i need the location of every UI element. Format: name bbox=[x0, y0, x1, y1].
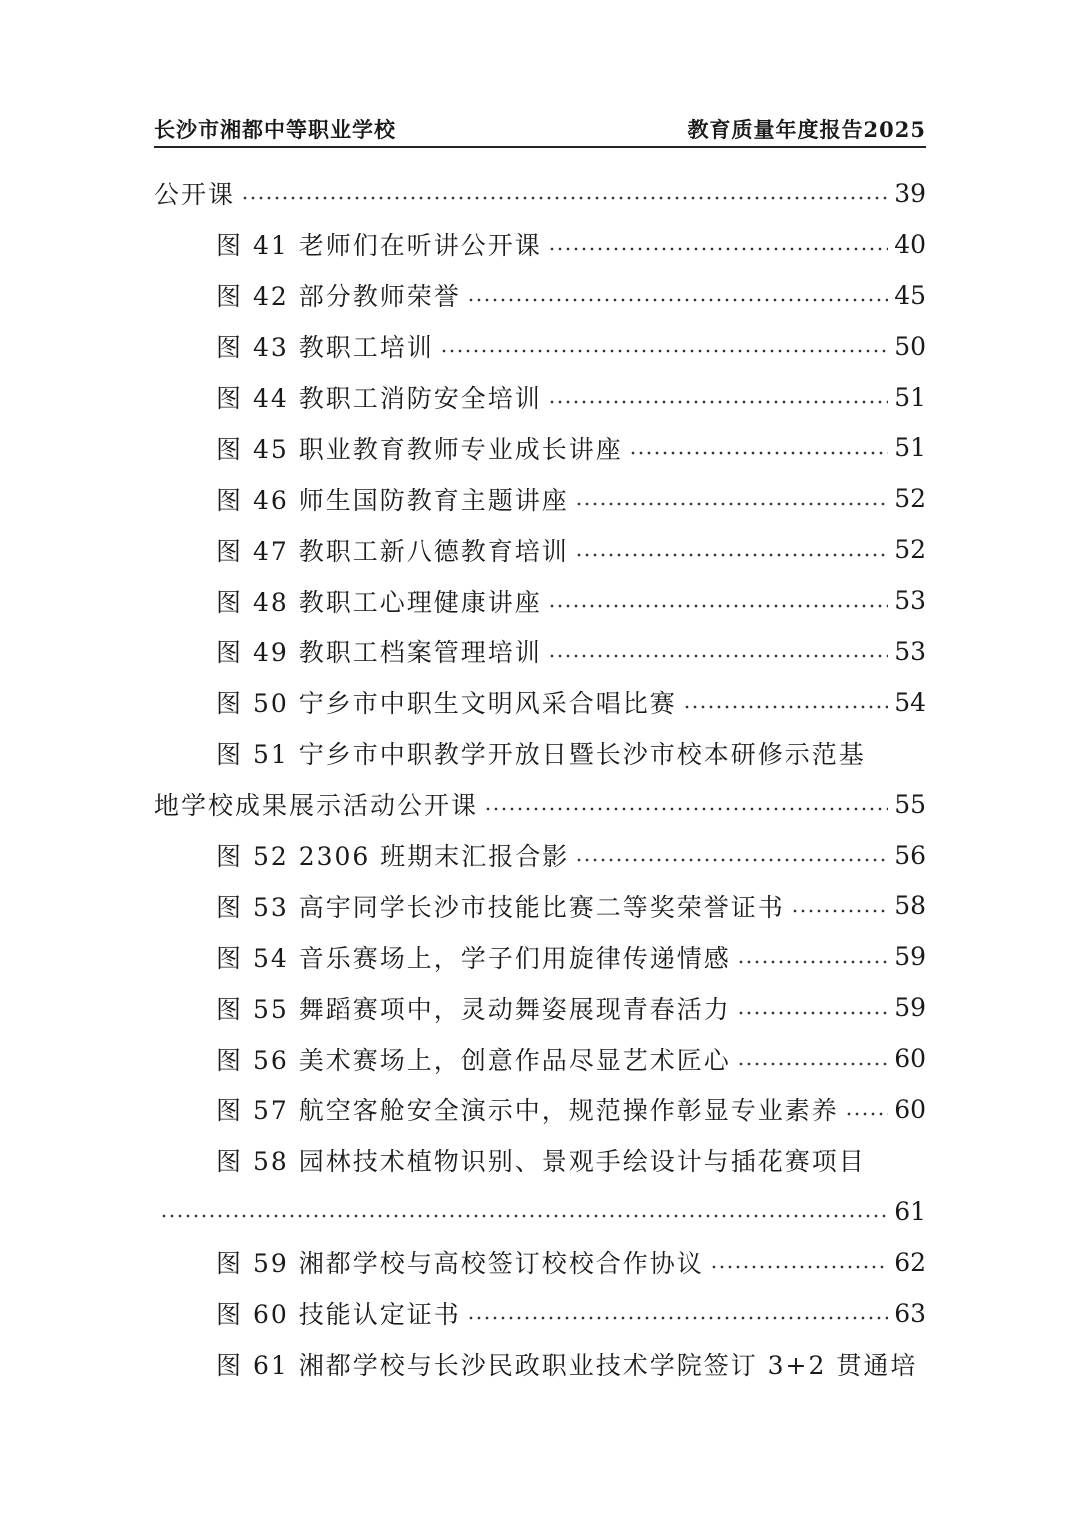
dot-leader bbox=[548, 654, 888, 658]
toc-entry-label: 图 54 音乐赛场上，学子们用旋律传递情感 bbox=[216, 943, 731, 973]
toc-entry-page-number: 60 bbox=[894, 1044, 926, 1074]
toc-entry bbox=[154, 677, 926, 728]
dot-leader bbox=[484, 807, 888, 811]
toc-entry bbox=[154, 575, 926, 626]
toc-entry bbox=[154, 1338, 926, 1389]
toc-entry-label: 图 51 宁乡市中职教学开放日暨长沙市校本研修示范基 bbox=[216, 740, 866, 770]
dot-leader bbox=[160, 1214, 888, 1218]
toc-entry-label: 图 41 老师们在听讲公开课 bbox=[216, 231, 542, 261]
toc-entry-page-number: 59 bbox=[894, 993, 926, 1023]
toc-entry-label: 图 43 教职工培训 bbox=[216, 333, 434, 363]
toc-entry bbox=[154, 1084, 926, 1135]
toc-entry-page-number: 58 bbox=[894, 891, 926, 921]
toc-entry-page-number: 62 bbox=[894, 1247, 926, 1277]
toc-entry-label: 图 58 园林技术植物识别、景观手绘设计与插花赛项目 bbox=[216, 1147, 866, 1177]
toc-entry-page-number: 59 bbox=[894, 942, 926, 972]
toc-entry bbox=[154, 728, 926, 779]
toc-entry-label: 图 42 部分教师荣誉 bbox=[216, 282, 461, 312]
toc-entry bbox=[154, 982, 926, 1033]
toc-entry-label: 图 49 教职工档案管理培训 bbox=[216, 638, 542, 668]
toc-entry bbox=[154, 524, 926, 575]
toc-entry bbox=[154, 372, 926, 423]
toc-entry-label: 图 53 高宇同学长沙市技能比赛二等奖荣誉证书 bbox=[216, 892, 785, 922]
toc-entry-page-number: 39 bbox=[894, 178, 926, 208]
toc-entry-page-number: 54 bbox=[894, 687, 926, 717]
dot-leader bbox=[737, 1011, 888, 1015]
toc-entry bbox=[154, 321, 926, 372]
header-report-title: 教育质量年度报告2025 bbox=[687, 117, 926, 142]
toc-entry bbox=[154, 473, 926, 524]
toc-entry bbox=[154, 422, 926, 473]
toc-entry bbox=[154, 1288, 926, 1339]
toc-entry-page-number: 50 bbox=[894, 331, 926, 361]
toc-entry-page-number: 60 bbox=[894, 1094, 926, 1124]
dot-leader bbox=[440, 349, 888, 353]
dot-leader bbox=[845, 1112, 888, 1116]
toc-entry-page-number: 61 bbox=[894, 1196, 926, 1226]
toc-entry-page-number: 55 bbox=[894, 789, 926, 819]
dot-leader bbox=[575, 553, 888, 557]
toc-entry-label: 公开课 bbox=[154, 180, 236, 210]
dot-leader bbox=[710, 1265, 888, 1269]
toc-entry bbox=[154, 1186, 926, 1237]
toc-entry-label: 图 48 教职工心理健康讲座 bbox=[216, 587, 542, 617]
dot-leader bbox=[791, 909, 888, 913]
toc-entry-label: 图 45 职业教育教师专业成长讲座 bbox=[216, 434, 623, 464]
dot-leader bbox=[467, 1316, 888, 1320]
header-school-name: 长沙市湘都中等职业学校 bbox=[154, 117, 396, 142]
dot-leader bbox=[575, 858, 888, 862]
toc-entry bbox=[154, 270, 926, 321]
toc-entry bbox=[154, 830, 926, 881]
toc-entry-page-number: 53 bbox=[894, 586, 926, 616]
dot-leader bbox=[683, 705, 888, 709]
page-header bbox=[154, 110, 926, 144]
dot-leader bbox=[548, 247, 888, 251]
toc-entry bbox=[154, 219, 926, 270]
dot-leader bbox=[548, 400, 888, 404]
dot-leader bbox=[629, 451, 888, 455]
dot-leader bbox=[737, 1062, 888, 1066]
toc-entry-label: 图 60 技能认定证书 bbox=[216, 1300, 461, 1330]
toc-entry bbox=[154, 626, 926, 677]
toc-entry bbox=[154, 1135, 926, 1186]
dot-leader bbox=[575, 502, 888, 506]
dot-leader bbox=[737, 960, 888, 964]
toc-entry-label: 图 56 美术赛场上，创意作品尽显艺术匠心 bbox=[216, 1045, 731, 1075]
toc-entry-label: 图 57 航空客舱安全演示中，规范操作彰显专业素养 bbox=[216, 1096, 839, 1126]
toc-entry-page-number: 63 bbox=[894, 1298, 926, 1328]
dot-leader bbox=[467, 298, 888, 302]
toc-entry-label: 图 44 教职工消防安全培训 bbox=[216, 384, 542, 413]
header-rule bbox=[154, 146, 926, 148]
toc-entry-label: 图 50 宁乡市中职生文明风采合唱比赛 bbox=[216, 689, 677, 719]
toc-entry-label: 图 59 湘都学校与高校签订校校合作协议 bbox=[216, 1249, 704, 1279]
toc-entry-page-number: 53 bbox=[894, 636, 926, 666]
toc-entry bbox=[154, 931, 926, 982]
toc-entry bbox=[154, 880, 926, 931]
toc-entry-page-number: 51 bbox=[894, 382, 926, 412]
toc-entry-label: 图 55 舞蹈赛项中，灵动舞姿展现青春活力 bbox=[216, 994, 731, 1024]
toc-entry-page-number: 40 bbox=[894, 229, 926, 259]
toc-entry-label: 图 46 师生国防教育主题讲座 bbox=[216, 485, 569, 515]
toc-entry bbox=[154, 779, 926, 830]
toc-entry-page-number: 56 bbox=[894, 840, 926, 870]
dot-leader bbox=[241, 196, 888, 200]
toc-entry bbox=[154, 168, 926, 219]
table-of-figures bbox=[154, 168, 926, 1389]
dot-leader bbox=[548, 604, 888, 608]
toc-entry-label: 图 47 教职工新八德教育培训 bbox=[216, 536, 569, 566]
toc-entry-label: 地学校成果展示活动公开课 bbox=[154, 791, 479, 821]
toc-entry-label: 图 61 湘都学校与长沙民政职业技术学院签订 3+2 贯通培 bbox=[216, 1350, 918, 1380]
toc-entry-page-number: 52 bbox=[894, 484, 926, 514]
toc-entry-page-number: 51 bbox=[894, 433, 926, 463]
toc-entry-page-number: 52 bbox=[894, 535, 926, 565]
toc-entry-page-number: 45 bbox=[894, 280, 926, 310]
toc-entry bbox=[154, 1033, 926, 1084]
toc-entry-label: 图 52 2306 班期末汇报合影 bbox=[216, 842, 570, 872]
toc-entry bbox=[154, 1237, 926, 1288]
